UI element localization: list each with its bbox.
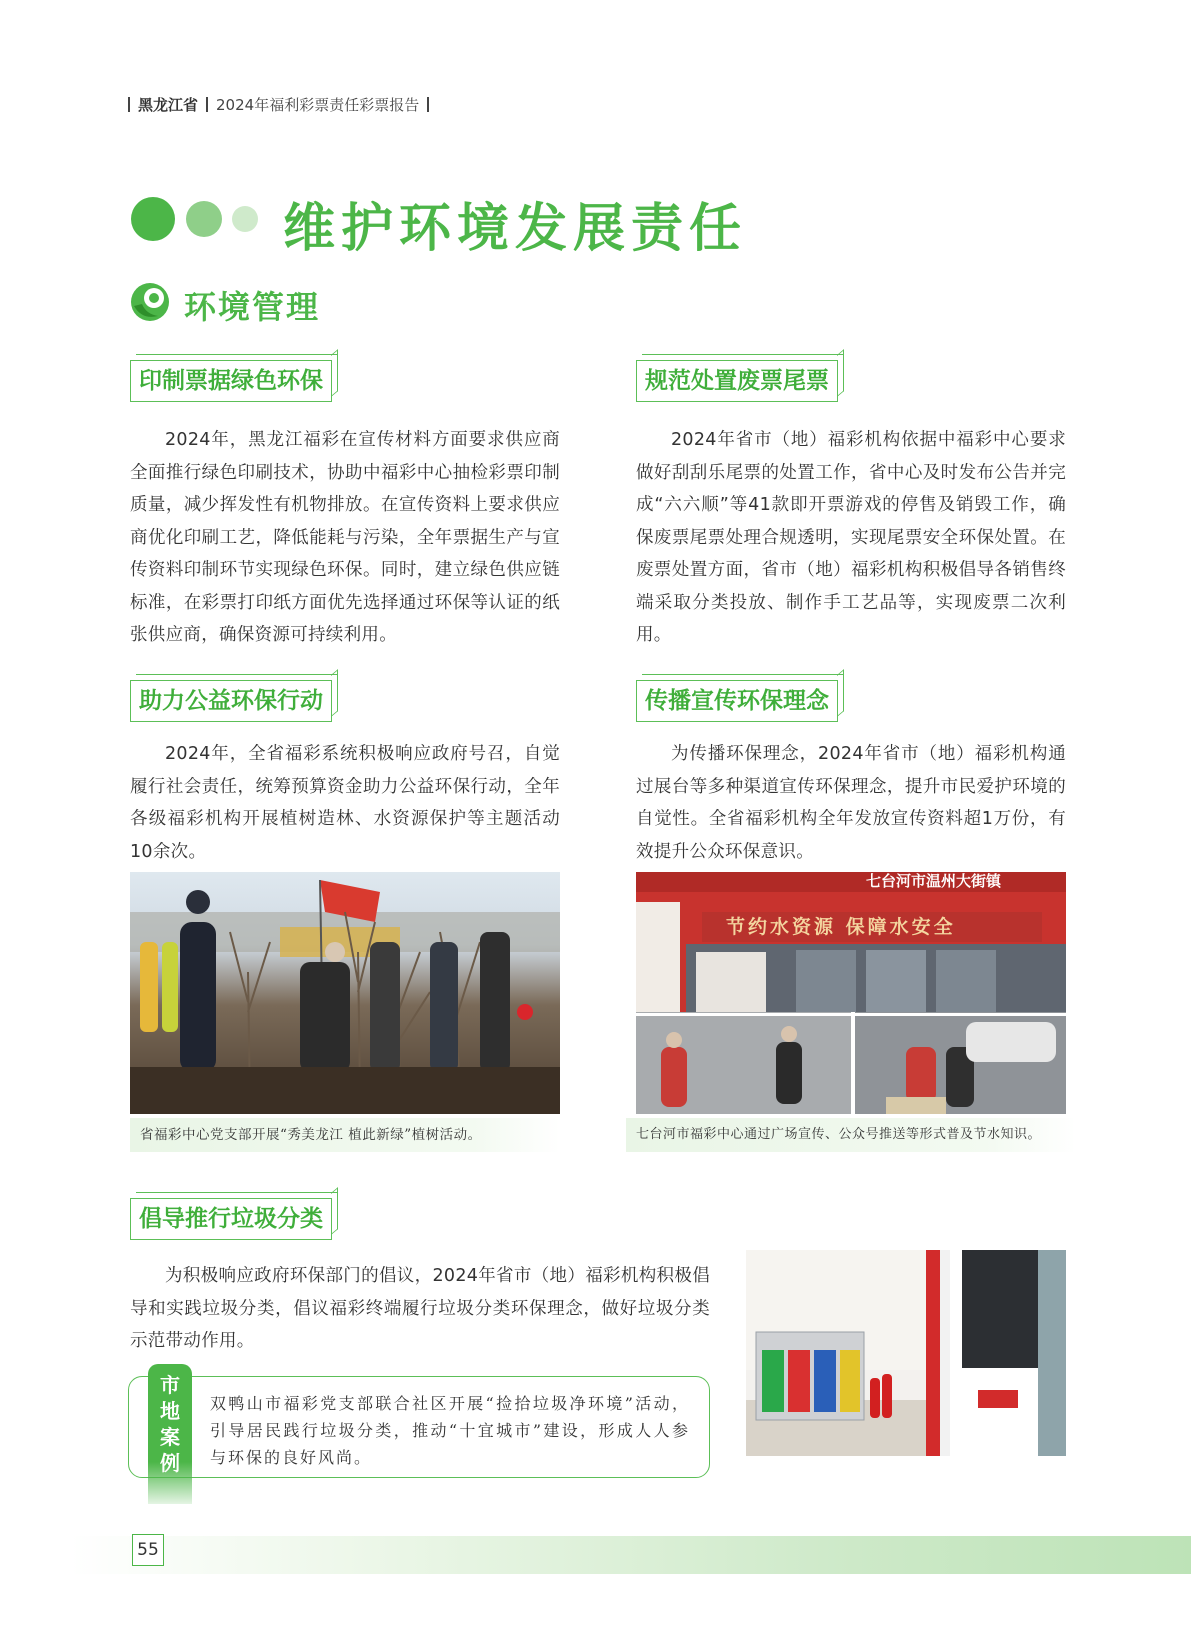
title-dot-large xyxy=(131,197,175,241)
header-province: 黑龙江省 xyxy=(138,96,199,114)
storefront-banner: 七台河市温州大街镇 xyxy=(866,872,1002,890)
running-header xyxy=(128,94,429,115)
paragraph-garbage-sorting: 为积极响应政府环保部门的倡议，2024年省市（地）福彩机构积极倡导和实践垃圾分类，倡议福彩终端履行垃圾分类环保理念，做好垃圾分类示范带动作用。 xyxy=(130,1266,710,1351)
header-divider xyxy=(128,97,130,112)
subheading-promote: 传播宣传环保理念 xyxy=(636,680,838,722)
water-promotion-illustration xyxy=(636,872,1066,1114)
title-dot-small xyxy=(232,206,258,232)
paragraph-public-welfare: 2024年，全省福彩系统积极响应政府号召，自觉履行社会责任，统筹预算资金助力公益环保行动，全年各级福彩机构开展植树造林、水资源保护等主题活动10余次。 xyxy=(130,744,560,862)
subheading-green-print: 印制票据绿色环保 xyxy=(130,360,332,402)
header-divider xyxy=(427,97,429,112)
case-tab xyxy=(148,1364,192,1504)
title-dot-medium xyxy=(186,201,222,237)
sorting-bins-illustration xyxy=(746,1250,1066,1456)
case-tab-char: 市 xyxy=(160,1373,180,1397)
footer-band xyxy=(70,1536,1191,1574)
paragraph-promote: 为传播环保理念，2024年省市（地）福彩机构通过展台等多种渠道宣传环保理念，提升市民爱护环境的自觉性。全省福彩机构全年发放宣传资料超1万份，有效提升公众环保意识。 xyxy=(636,744,1066,862)
caption-water-promotion: 七台河市福彩中心通过广场宣传、公众号推送等形式普及节水知识。 xyxy=(626,1118,1076,1152)
paragraph-green-print: 2024年，黑龙江福彩在宣传材料方面要求供应商全面推行绿色印刷技术，协助中福彩中心抽检彩票印制质量，减少挥发性有机物排放。在宣传资料上要求供应商优化印刷工艺，降低能耗与污染，全年票据生产与宣传资料印制环节实现绿色环保。同时，建立绿色供应链标准，在彩票打印纸方面优先选择通过环保等认证的纸张供应商，确保资源可持续利用。 xyxy=(130,430,560,645)
case-tab-char: 案 xyxy=(160,1425,180,1449)
subheading-waste-ticket: 规范处置废票尾票 xyxy=(636,360,838,402)
page-number: 55 xyxy=(132,1534,164,1566)
main-title: 维护环境发展责任 xyxy=(283,198,748,259)
case-tab-char: 地 xyxy=(160,1399,180,1423)
paragraph-waste-ticket: 2024年省市（地）福彩机构依据中福彩中心要求做好刮刮乐尾票的处置工作，省中心及时发布公告并完成“六六顺”等41款即开票游戏的停售及销毁工作，确保废票尾票处理合规透明，实现尾票安全环保处置。在废票处置方面，省市（地）福彩机构积极倡导各销售终端采取分类投放、制作手工艺品等，实现废票二次利用。 xyxy=(636,430,1066,645)
caption-tree-planting: 省福彩中心党支部开展“秀美龙江 植此新绿”植树活动。 xyxy=(130,1118,560,1152)
section-swirl-icon xyxy=(128,280,172,324)
subheading-garbage-sorting: 倡导推行垃圾分类 xyxy=(130,1198,332,1240)
section-title: 环境管理 xyxy=(184,288,321,326)
tree-planting-illustration xyxy=(130,872,560,1114)
header-report-title: 2024年福利彩票责任彩票报告 xyxy=(216,96,420,114)
photo-water-promotion xyxy=(636,872,1066,1114)
photo-sorting-bins xyxy=(746,1250,1066,1456)
photo-tree-planting xyxy=(130,872,560,1114)
subheading-public-welfare: 助力公益环保行动 xyxy=(130,680,332,722)
case-text: 双鸭山市福彩党支部联合社区开展“捡拾垃圾净环境”活动，引导居民践行垃圾分类，推动“十宜城市”建设，形成人人参与环保的良好风尚。 xyxy=(210,1394,690,1467)
header-divider xyxy=(206,97,208,112)
case-tab-char: 例 xyxy=(160,1451,180,1475)
storefront-sign: 节约水资源 保障水安全 xyxy=(726,916,956,938)
